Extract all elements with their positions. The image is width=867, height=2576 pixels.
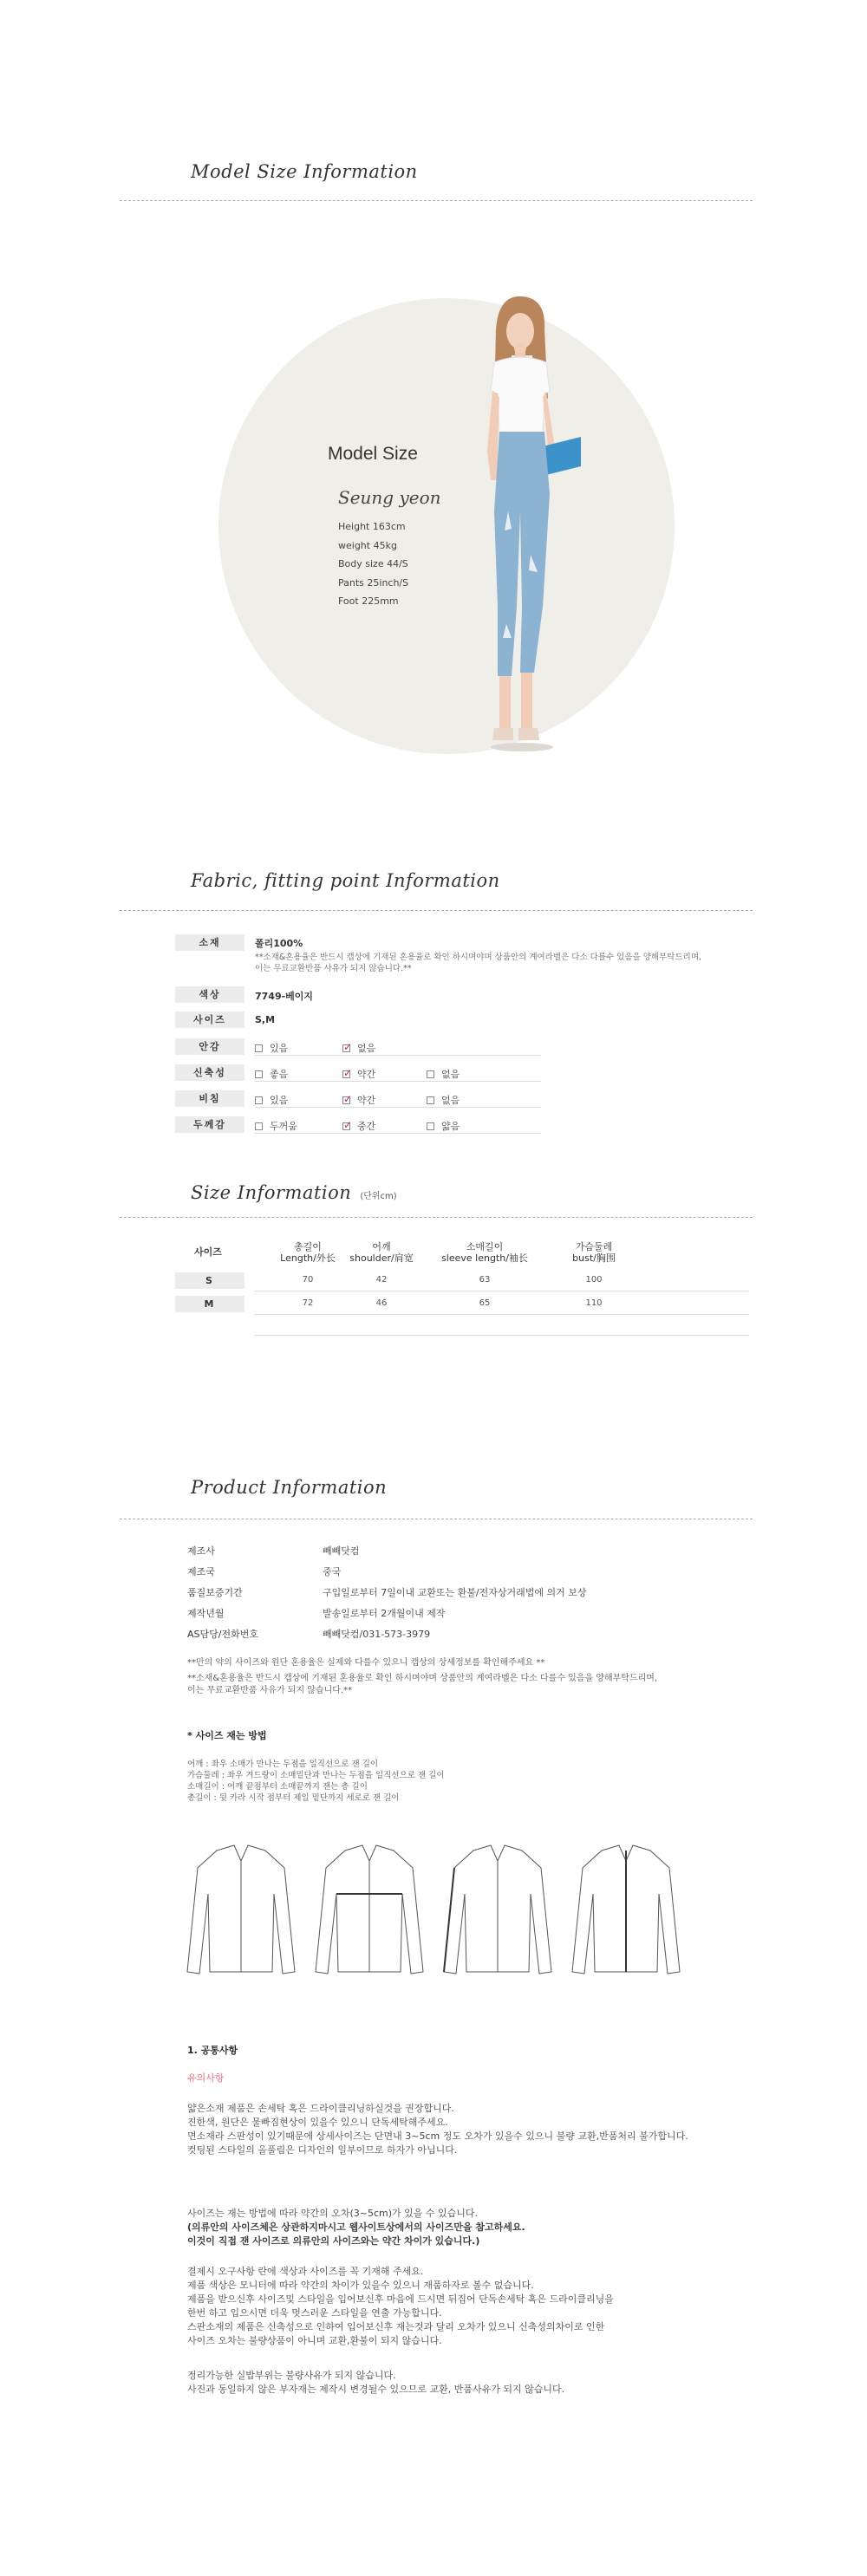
- notice-line: 얇은소재 제품은 손세탁 혹은 드라이클리닝하실것을 권장합니다.: [187, 2103, 454, 2114]
- notice-line: 결제시 오구사항 란에 색상과 사이즈를 꼭 기재해 주세요.: [187, 2266, 424, 2277]
- model-body-size: Body size 44/S: [338, 558, 408, 569]
- bust-header: 가슴둘레 bust/胸围: [572, 1241, 616, 1264]
- model-background-circle: [218, 298, 675, 754]
- shirt-diagram-length: [572, 1845, 680, 1974]
- common-title: 1. 공통사항: [187, 2045, 238, 2056]
- size-m-sleeve: 65: [479, 1298, 491, 1308]
- size-header: 사이즈: [194, 1246, 222, 1258]
- model-size-heading: Model Size: [328, 444, 418, 464]
- checkbox-icon: [427, 1096, 434, 1104]
- thickness-option-thick: 두꺼움: [255, 1119, 297, 1133]
- material-label: 소재: [175, 934, 244, 951]
- shoulder-header: 어깨 shoulder/肩宽: [349, 1241, 414, 1264]
- info-value: 구입일로부터 7일이내 교환또는 환불/전자상거래법에 의거 보상: [323, 1587, 587, 1598]
- measure-line: 총길이 : 뒷 카라 시작 점부터 제일 밑단까지 세로로 잰 길이: [187, 1793, 400, 1803]
- thickness-option-medium: ✓ 중간: [342, 1119, 375, 1133]
- sheerness-option-yes: 있음: [255, 1093, 288, 1107]
- info-value: 빼빼닷컴: [323, 1545, 360, 1557]
- section-divider: [120, 200, 753, 201]
- sheerness-option-slight: ✓ 약간: [342, 1093, 375, 1107]
- lining-label: 안감: [175, 1038, 244, 1055]
- checkbox-checked-icon: [342, 1096, 350, 1104]
- info-key: 품질보증기간: [187, 1587, 243, 1598]
- model-height: Height 163cm: [338, 521, 406, 532]
- caution-label: 유의사항: [187, 2072, 225, 2084]
- product-note: **만의 약의 사이즈와 원단 혼용율은 실제와 다를수 있으니 캡상의 상세정보를 확인해주세요 **: [187, 1658, 545, 1668]
- lining-option-no: ✓ 없음: [342, 1041, 375, 1055]
- checkbox-icon: [255, 1096, 263, 1104]
- sleeve-header: 소매길이 sleeve length/袖长: [441, 1241, 528, 1264]
- notice-line: 사이즈는 재는 방법에 따라 약간의 오차(3~5cm)가 있을 수 있습니다.: [187, 2208, 479, 2219]
- notice-line: 정리가능한 실밥부위는 불량사유가 되지 않습니다.: [187, 2370, 396, 2381]
- model-weight: weight 45kg: [338, 539, 397, 551]
- size-info-title: Size Information (단위cm): [191, 1182, 397, 1203]
- section-divider: [120, 1217, 753, 1218]
- size-s-label: S: [175, 1272, 244, 1289]
- model-size-title: Model Size Information: [191, 161, 418, 182]
- checkbox-checked-icon: [342, 1044, 350, 1052]
- shirt-diagram-sleeve: [444, 1845, 551, 1974]
- notice-line: 스판소재의 제품은 신축성으로 인하여 입어보신후 재는것과 달리 오차가 있으니 신축성의차이로 인한: [187, 2321, 605, 2332]
- row-divider: [255, 1081, 541, 1082]
- row-divider: [255, 1107, 541, 1108]
- info-key: 제조국: [187, 1566, 215, 1577]
- checkbox-checked-icon: [342, 1122, 350, 1130]
- info-key: AS담당/전화번호: [187, 1629, 258, 1640]
- product-info-title: Product Information: [191, 1477, 388, 1498]
- size-m-shoulder: 46: [375, 1298, 388, 1308]
- model-photo: [460, 295, 581, 754]
- length-header: 총길이 Length/外长: [280, 1241, 336, 1264]
- thickness-option-thin: 얇음: [427, 1119, 460, 1133]
- size-m-bust: 110: [585, 1298, 603, 1308]
- notice-line: 이것이 직접 잰 사이즈로 의류안의 사이즈와는 약간 차이가 있습니다.): [187, 2235, 480, 2247]
- model-name: Seung yeon: [338, 487, 441, 508]
- measure-line: 소매길이 : 어깨 끝점부터 소매끝까지 잰는 총 길이: [187, 1782, 368, 1792]
- checkbox-icon: [427, 1122, 434, 1130]
- size-unit: (단위cm): [360, 1192, 397, 1201]
- size-m-label: M: [175, 1296, 244, 1312]
- notice-line: 제품 색상은 모니터에 따라 약간의 차이가 있을수 있으니 재품하자로 볼수 없습니다.: [187, 2280, 534, 2291]
- fabric-title: Fabric, fitting point Information: [191, 870, 500, 891]
- stretch-option-slight: ✓ 약간: [342, 1067, 375, 1081]
- info-key: 제작년월: [187, 1608, 225, 1619]
- model-stats: [338, 517, 408, 611]
- color-label: 색상: [175, 986, 244, 1003]
- measure-line: 어깨 : 좌우 소매가 만나는 두점을 일직선으로 잰 길이: [187, 1760, 379, 1769]
- checkbox-icon: [255, 1122, 263, 1130]
- row-divider: [255, 1314, 749, 1315]
- stretch-option-none: 없음: [427, 1067, 460, 1081]
- measure-line: 가슴둘레 : 좌우 겨드랑이 소매밑단과 만나는 두점을 일직선으로 잰 길이: [187, 1771, 445, 1780]
- checkbox-icon: [255, 1044, 263, 1052]
- size-s-shoulder: 42: [375, 1275, 388, 1285]
- size-s-sleeve: 63: [479, 1275, 491, 1285]
- notice-line: 사이즈 오차는 불량상품이 아니며 교환,환불이 되지 않습니다.: [187, 2335, 442, 2346]
- shirt-diagram-bust: [316, 1845, 423, 1974]
- checkbox-icon: [427, 1070, 434, 1078]
- shirt-diagram-shoulder: [187, 1845, 295, 1974]
- model-foot: Foot 225mm: [338, 595, 399, 607]
- notice-line: 진한색, 원단은 물빠짐현상이 있을수 있으니 단독세탁해주세요.: [187, 2117, 448, 2128]
- info-value: 중국: [323, 1566, 342, 1577]
- model-pants: Pants 25inch/S: [338, 576, 409, 589]
- stretch-label: 신축성: [175, 1064, 244, 1081]
- notice-line: 면소재라 스판성이 있기때문에 상세사이즈는 단면내 3~5cm 정도 오차가 있을수 있으니 불량 교환,반품처리 불가합니다.: [187, 2130, 688, 2142]
- sheerness-label: 비침: [175, 1090, 244, 1107]
- info-value: 빼빼닷컴/031-573-3979: [323, 1629, 431, 1640]
- lining-option-yes: 있음: [255, 1041, 288, 1055]
- material-value: 폴리100%: [255, 938, 303, 949]
- info-key: 제조사: [187, 1545, 215, 1557]
- row-divider: [255, 1335, 749, 1336]
- size-s-length: 70: [302, 1275, 314, 1285]
- notice-line: 한번 하고 입으시면 더욱 멋스러운 스타일을 연출 가능합니다.: [187, 2307, 442, 2319]
- notice-line: (의류안의 사이즈체은 상관하지마시고 웹사이트상에서의 사이즈만을 참고하세요.: [187, 2221, 525, 2233]
- product-note: 이는 무료교환반품 사유가 되지 않습니다.**: [187, 1686, 353, 1695]
- checkbox-checked-icon: [342, 1070, 350, 1078]
- notice-line: 사진과 동일하지 않은 부자재는 제작시 변경될수 있으므로 교환, 반품사유가 되지 않습니다.: [187, 2384, 565, 2395]
- info-value: 발송일로부터 2개월이내 제작: [323, 1608, 446, 1619]
- notice-line: 컷팅된 스타일의 올풀림은 디자인의 일부이므로 하자가 아닙니다.: [187, 2144, 458, 2156]
- measure-title: * 사이즈 재는 방법: [187, 1730, 267, 1741]
- size-s-bust: 100: [585, 1275, 603, 1285]
- color-value: 7749-베이지: [255, 991, 314, 1002]
- row-divider: [255, 1055, 541, 1056]
- size-label: 사이즈: [175, 1012, 244, 1028]
- notice-line: 제품을 받으신후 사이즈및 스타일을 입어보신후 마음에 드시면 뒤집어 단독손세탁 혹은 드라이클리닝을: [187, 2293, 614, 2305]
- checkbox-icon: [255, 1070, 263, 1078]
- thickness-label: 두께감: [175, 1116, 244, 1133]
- size-m-length: 72: [302, 1298, 314, 1308]
- section-divider: [120, 910, 753, 911]
- row-divider: [255, 1133, 541, 1134]
- material-note-2: 이는 무료교환반품 사유가 되지 않습니다.**: [255, 964, 412, 973]
- measurement-diagrams: [173, 1842, 702, 1985]
- product-note: **소재&혼용율은 반드시 캡상에 기재된 혼용율로 확인 하시며야며 상품안의 계여라벨은 다소 다를수 있음을 양해부탁드리며,: [187, 1674, 658, 1683]
- size-value: S,M: [255, 1014, 276, 1025]
- stretch-option-good: 좋음: [255, 1067, 288, 1081]
- sheerness-option-none: 없음: [427, 1093, 460, 1107]
- material-note-1: **소재&혼용율은 반드시 캡상에 기재된 혼용율로 확인 하시며야며 상품안의 계여라벨은 다소 다를수 있음을 양해부탁드리며,: [255, 953, 702, 962]
